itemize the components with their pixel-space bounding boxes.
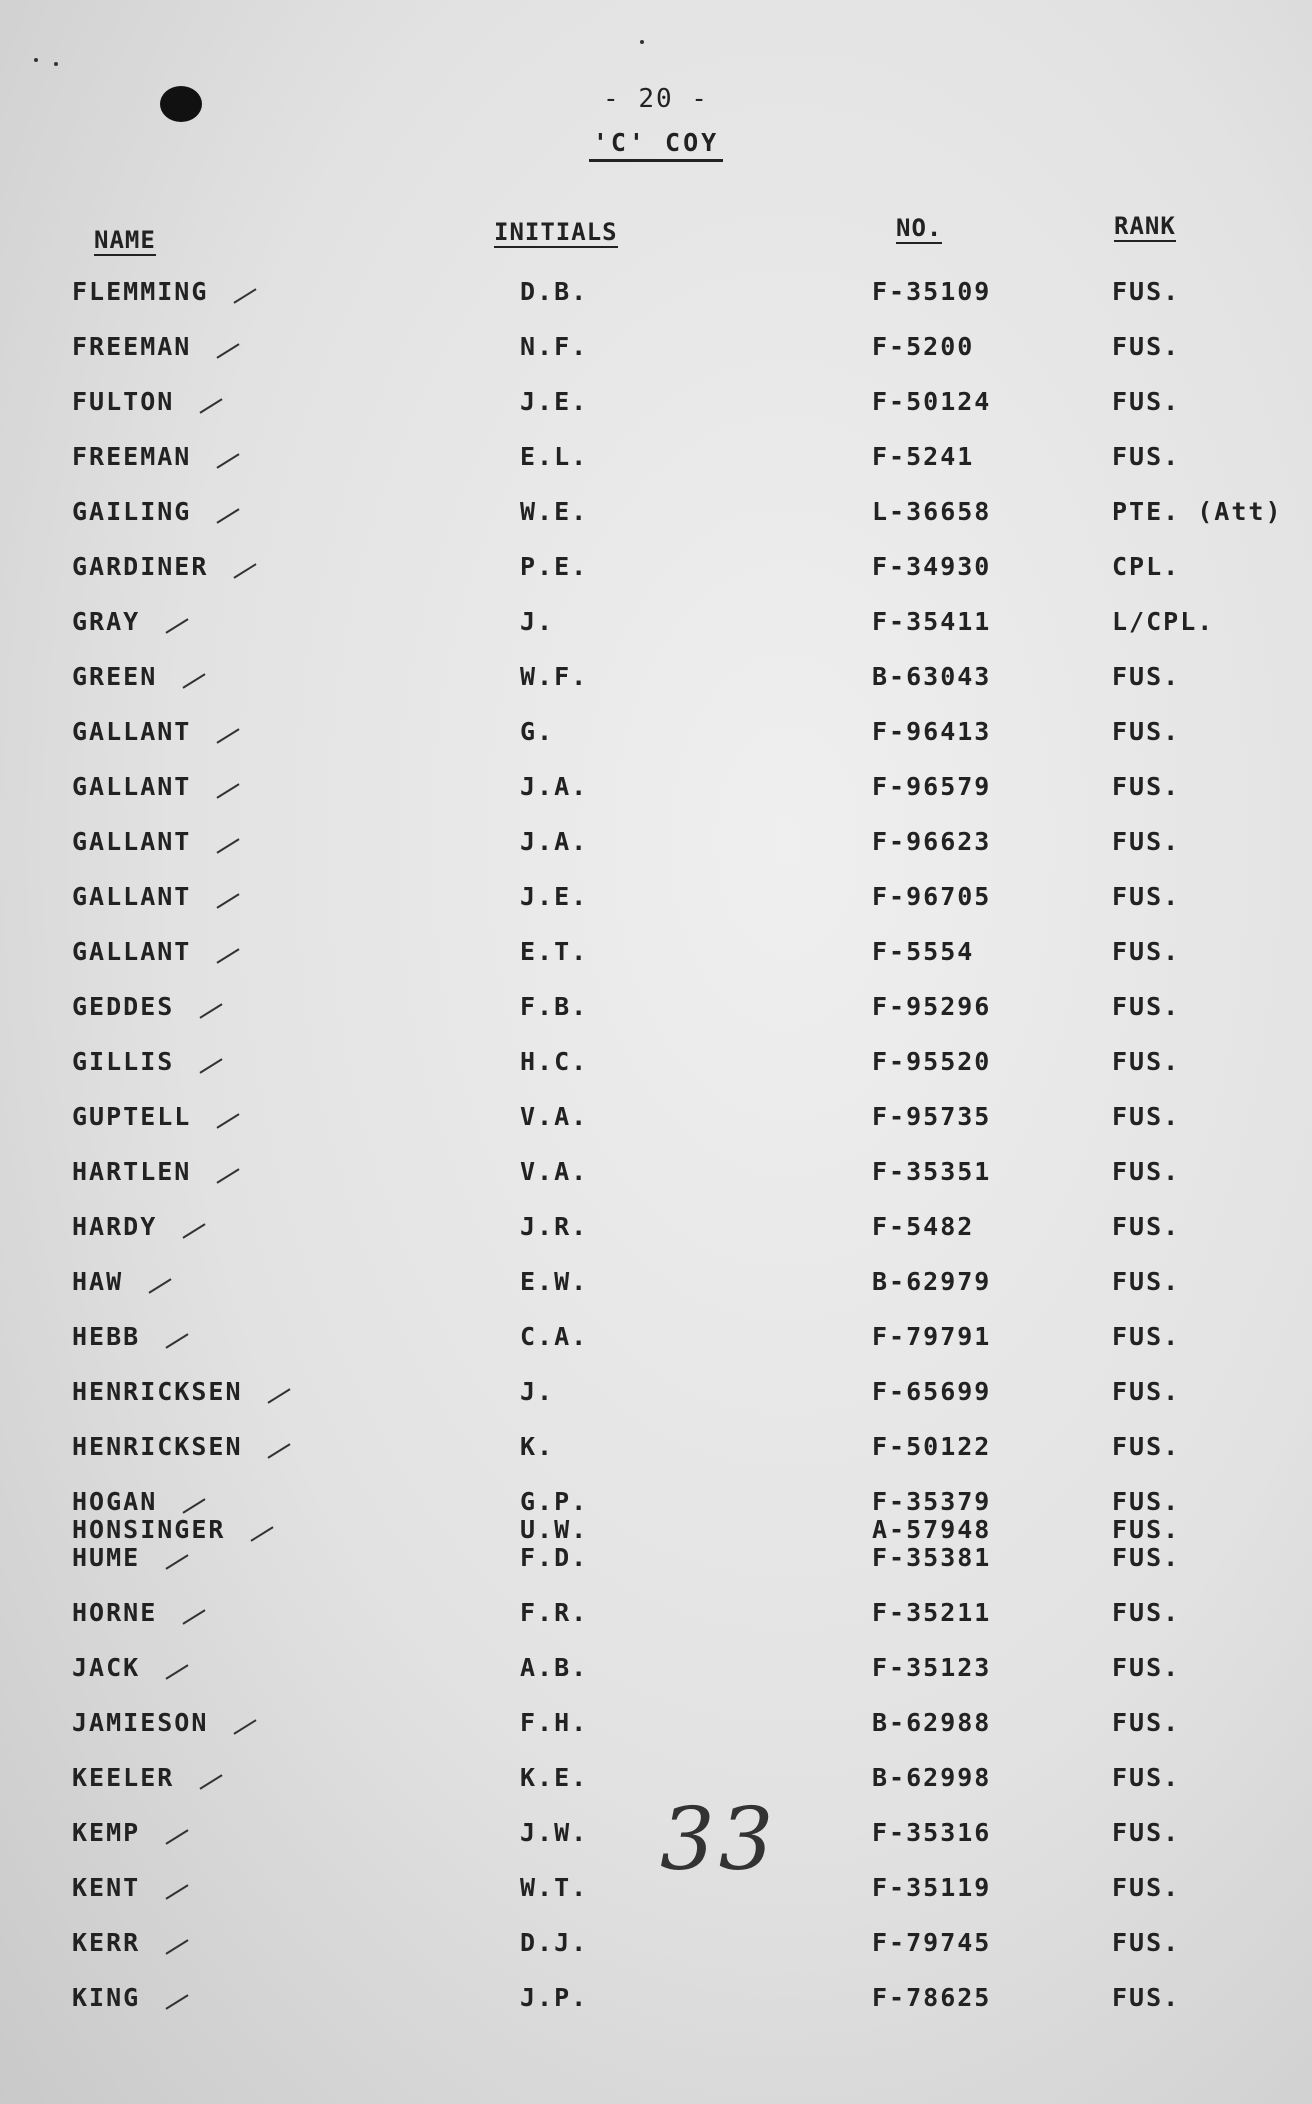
initials-cell: G. bbox=[520, 717, 555, 746]
initials-cell: E.L. bbox=[520, 442, 589, 471]
name-cell: HOGAN bbox=[72, 1487, 158, 1516]
initials-cell: F.D. bbox=[520, 1543, 589, 1572]
table-row bbox=[0, 717, 1312, 757]
rank-cell: FUS. bbox=[1112, 992, 1181, 1021]
number-cell: F-35316 bbox=[872, 1818, 992, 1847]
rank-cell: FUS. bbox=[1112, 1928, 1181, 1957]
rank-cell: FUS. bbox=[1112, 1653, 1181, 1682]
table-row bbox=[0, 277, 1312, 317]
number-cell: F-79745 bbox=[872, 1928, 992, 1957]
initials-cell: K.E. bbox=[520, 1763, 589, 1792]
check-mark-icon bbox=[216, 343, 239, 358]
table-row bbox=[0, 1212, 1312, 1252]
rank-cell: FUS. bbox=[1112, 1102, 1181, 1131]
initials-cell: G.P. bbox=[520, 1487, 589, 1516]
initials-cell: J. bbox=[520, 1377, 555, 1406]
rank-cell: FUS. bbox=[1112, 1873, 1181, 1902]
table-row bbox=[0, 332, 1312, 372]
rank-cell: FUS. bbox=[1112, 1515, 1181, 1544]
rank-cell: FUS. bbox=[1112, 277, 1181, 306]
number-cell: F-79791 bbox=[872, 1322, 992, 1351]
header-no: NO. bbox=[896, 214, 943, 242]
number-cell: F-35119 bbox=[872, 1873, 992, 1902]
check-mark-icon bbox=[216, 948, 239, 963]
rank-cell: FUS. bbox=[1112, 442, 1181, 471]
initials-cell: U.W. bbox=[520, 1515, 589, 1544]
table-row bbox=[0, 882, 1312, 922]
number-cell: B-62998 bbox=[872, 1763, 992, 1792]
name-cell: KENT bbox=[72, 1873, 141, 1902]
number-cell: F-50122 bbox=[872, 1432, 992, 1461]
name-cell: GEDDES bbox=[72, 992, 175, 1021]
check-mark-icon bbox=[199, 1774, 222, 1789]
check-mark-icon bbox=[199, 1003, 222, 1018]
number-cell: B-63043 bbox=[872, 662, 992, 691]
header-name: NAME bbox=[94, 226, 156, 254]
check-mark-icon bbox=[216, 728, 239, 743]
name-cell: HEBB bbox=[72, 1322, 141, 1351]
table-row bbox=[0, 992, 1312, 1032]
name-cell: KING bbox=[72, 1983, 141, 2012]
rank-cell: FUS. bbox=[1112, 1983, 1181, 2012]
check-mark-icon bbox=[199, 398, 222, 413]
page-number: - 20 - bbox=[603, 84, 709, 114]
initials-cell: J.E. bbox=[520, 882, 589, 911]
number-cell: F-35411 bbox=[872, 607, 992, 636]
name-cell: GALLANT bbox=[72, 937, 192, 966]
check-mark-icon bbox=[165, 1664, 188, 1679]
check-mark-icon bbox=[165, 1994, 188, 2009]
table-row bbox=[0, 387, 1312, 427]
number-cell: F-35109 bbox=[872, 277, 992, 306]
rank-cell: FUS. bbox=[1112, 772, 1181, 801]
name-cell: FREEMAN bbox=[72, 332, 192, 361]
check-mark-icon bbox=[182, 1609, 205, 1624]
rank-cell: FUS. bbox=[1112, 1543, 1181, 1572]
check-mark-icon bbox=[250, 1526, 273, 1541]
table-row bbox=[0, 1322, 1312, 1362]
rank-cell: FUS. bbox=[1112, 1818, 1181, 1847]
number-cell: F-96705 bbox=[872, 882, 992, 911]
check-mark-icon bbox=[216, 453, 239, 468]
rank-cell: FUS. bbox=[1112, 1487, 1181, 1516]
initials-cell: E.T. bbox=[520, 937, 589, 966]
table-row bbox=[0, 1983, 1312, 2023]
name-cell: GREEN bbox=[72, 662, 158, 691]
rank-cell: FUS. bbox=[1112, 1322, 1181, 1351]
initials-cell: K. bbox=[520, 1432, 555, 1461]
name-cell: HAW bbox=[72, 1267, 124, 1296]
name-cell: GALLANT bbox=[72, 772, 192, 801]
name-cell: GALLANT bbox=[72, 827, 192, 856]
check-mark-icon bbox=[148, 1278, 171, 1293]
check-mark-icon bbox=[233, 563, 256, 578]
table-row bbox=[0, 1818, 1312, 1858]
number-cell: F-78625 bbox=[872, 1983, 992, 2012]
check-mark-icon bbox=[165, 1554, 188, 1569]
number-cell: F-96623 bbox=[872, 827, 992, 856]
initials-cell: J.W. bbox=[520, 1818, 589, 1847]
table-row bbox=[0, 442, 1312, 482]
rank-cell: FUS. bbox=[1112, 1708, 1181, 1737]
name-cell: KEELER bbox=[72, 1763, 175, 1792]
number-cell: A-57948 bbox=[872, 1515, 992, 1544]
table-row bbox=[0, 827, 1312, 867]
check-mark-icon bbox=[165, 618, 188, 633]
initials-cell: W.E. bbox=[520, 497, 589, 526]
number-cell: F-35379 bbox=[872, 1487, 992, 1516]
rank-cell: FUS. bbox=[1112, 1157, 1181, 1186]
name-cell: FREEMAN bbox=[72, 442, 192, 471]
table-row bbox=[0, 1047, 1312, 1087]
check-mark-icon bbox=[216, 838, 239, 853]
initials-cell: J.A. bbox=[520, 772, 589, 801]
check-mark-icon bbox=[233, 1719, 256, 1734]
initials-cell: J.P. bbox=[520, 1983, 589, 2012]
name-cell: JAMIESON bbox=[72, 1708, 209, 1737]
initials-cell: E.W. bbox=[520, 1267, 589, 1296]
initials-cell: P.E. bbox=[520, 552, 589, 581]
rank-cell: FUS. bbox=[1112, 1763, 1181, 1792]
name-cell: HUME bbox=[72, 1543, 141, 1572]
rank-cell: FUS. bbox=[1112, 1432, 1181, 1461]
number-cell: F-95296 bbox=[872, 992, 992, 1021]
name-cell: GILLIS bbox=[72, 1047, 175, 1076]
initials-cell: W.T. bbox=[520, 1873, 589, 1902]
table-row bbox=[0, 662, 1312, 702]
number-cell: B-62988 bbox=[872, 1708, 992, 1737]
number-cell: F-50124 bbox=[872, 387, 992, 416]
rank-cell: FUS. bbox=[1112, 662, 1181, 691]
name-cell: HARTLEN bbox=[72, 1157, 192, 1186]
name-cell: GRAY bbox=[72, 607, 141, 636]
table-row bbox=[0, 1928, 1312, 1968]
number-cell: F-95520 bbox=[872, 1047, 992, 1076]
number-cell: F-35351 bbox=[872, 1157, 992, 1186]
initials-cell: A.B. bbox=[520, 1653, 589, 1682]
table-row bbox=[0, 772, 1312, 812]
name-cell: HARDY bbox=[72, 1212, 158, 1241]
table-row bbox=[0, 1157, 1312, 1197]
number-cell: F-5482 bbox=[872, 1212, 975, 1241]
initials-cell: V.A. bbox=[520, 1157, 589, 1186]
name-cell: GALLANT bbox=[72, 882, 192, 911]
check-mark-icon bbox=[165, 1884, 188, 1899]
initials-cell: H.C. bbox=[520, 1047, 589, 1076]
name-cell: GARDINER bbox=[72, 552, 209, 581]
rank-cell: FUS. bbox=[1112, 387, 1181, 416]
rank-cell: FUS. bbox=[1112, 1377, 1181, 1406]
rank-cell: FUS. bbox=[1112, 717, 1181, 746]
handwritten-note: 33 bbox=[660, 1790, 778, 1890]
number-cell: F-96413 bbox=[872, 717, 992, 746]
initials-cell: W.F. bbox=[520, 662, 589, 691]
name-cell: HORNE bbox=[72, 1598, 158, 1627]
initials-cell: D.J. bbox=[520, 1928, 589, 1957]
check-mark-icon bbox=[267, 1388, 290, 1403]
initials-cell: F.R. bbox=[520, 1598, 589, 1627]
initials-cell: J. bbox=[520, 607, 555, 636]
check-mark-icon bbox=[216, 783, 239, 798]
initials-cell: V.A. bbox=[520, 1102, 589, 1131]
name-cell: FULTON bbox=[72, 387, 175, 416]
check-mark-icon bbox=[216, 1113, 239, 1128]
header-initials: INITIALS bbox=[494, 218, 618, 246]
check-mark-icon bbox=[216, 893, 239, 908]
table-row bbox=[0, 1598, 1312, 1638]
initials-cell: C.A. bbox=[520, 1322, 589, 1351]
check-mark-icon bbox=[182, 673, 205, 688]
check-mark-icon bbox=[267, 1443, 290, 1458]
initials-cell: N.F. bbox=[520, 332, 589, 361]
header-rank: RANK bbox=[1114, 212, 1176, 240]
table-row bbox=[0, 1873, 1312, 1913]
table-row bbox=[0, 1377, 1312, 1417]
name-cell: JACK bbox=[72, 1653, 141, 1682]
name-cell: HENRICKSEN bbox=[72, 1432, 243, 1461]
rank-cell: FUS. bbox=[1112, 827, 1181, 856]
number-cell: F-95735 bbox=[872, 1102, 992, 1131]
table-row bbox=[0, 1653, 1312, 1693]
name-cell: HONSINGER bbox=[72, 1515, 226, 1544]
rank-cell: FUS. bbox=[1112, 1267, 1181, 1296]
rank-cell: FUS. bbox=[1112, 1047, 1181, 1076]
name-cell: KERR bbox=[72, 1928, 141, 1957]
check-mark-icon bbox=[182, 1223, 205, 1238]
table-row bbox=[0, 552, 1312, 592]
number-cell: F-5200 bbox=[872, 332, 975, 361]
name-cell: KEMP bbox=[72, 1818, 141, 1847]
rank-cell: L/CPL. bbox=[1112, 607, 1215, 636]
number-cell: F-35211 bbox=[872, 1598, 992, 1627]
table-row bbox=[0, 497, 1312, 537]
check-mark-icon bbox=[216, 508, 239, 523]
rank-cell: FUS. bbox=[1112, 332, 1181, 361]
table-row bbox=[0, 1708, 1312, 1748]
number-cell: F-35381 bbox=[872, 1543, 992, 1572]
rank-cell: FUS. bbox=[1112, 937, 1181, 966]
table-row bbox=[0, 607, 1312, 647]
number-cell: B-62979 bbox=[872, 1267, 992, 1296]
initials-cell: J.R. bbox=[520, 1212, 589, 1241]
number-cell: L-36658 bbox=[872, 497, 992, 526]
number-cell: F-34930 bbox=[872, 552, 992, 581]
check-mark-icon bbox=[233, 288, 256, 303]
initials-cell: D.B. bbox=[520, 277, 589, 306]
number-cell: F-35123 bbox=[872, 1653, 992, 1682]
check-mark-icon bbox=[182, 1498, 205, 1513]
rank-cell: FUS. bbox=[1112, 1598, 1181, 1627]
check-mark-icon bbox=[165, 1829, 188, 1844]
table-row bbox=[0, 1432, 1312, 1472]
table-row bbox=[0, 1543, 1312, 1583]
number-cell: F-5554 bbox=[872, 937, 975, 966]
rank-cell: FUS. bbox=[1112, 1212, 1181, 1241]
table-row bbox=[0, 937, 1312, 977]
rank-cell: CPL. bbox=[1112, 552, 1181, 581]
initials-cell: J.A. bbox=[520, 827, 589, 856]
check-mark-icon bbox=[216, 1168, 239, 1183]
table-row bbox=[0, 1763, 1312, 1803]
name-cell: GAILING bbox=[72, 497, 192, 526]
number-cell: F-65699 bbox=[872, 1377, 992, 1406]
initials-cell: J.E. bbox=[520, 387, 589, 416]
number-cell: F-96579 bbox=[872, 772, 992, 801]
rank-cell: FUS. bbox=[1112, 882, 1181, 911]
name-cell: GUPTELL bbox=[72, 1102, 192, 1131]
name-cell: FLEMMING bbox=[72, 277, 209, 306]
table-row bbox=[0, 1102, 1312, 1142]
initials-cell: F.B. bbox=[520, 992, 589, 1021]
table-row bbox=[0, 1267, 1312, 1307]
company-label: 'C' COY bbox=[589, 128, 723, 162]
name-cell: HENRICKSEN bbox=[72, 1377, 243, 1406]
number-cell: F-5241 bbox=[872, 442, 975, 471]
name-cell: GALLANT bbox=[72, 717, 192, 746]
check-mark-icon bbox=[199, 1058, 222, 1073]
check-mark-icon bbox=[165, 1333, 188, 1348]
rank-cell: PTE. (Att) bbox=[1112, 497, 1283, 526]
initials-cell: F.H. bbox=[520, 1708, 589, 1737]
check-mark-icon bbox=[165, 1939, 188, 1954]
